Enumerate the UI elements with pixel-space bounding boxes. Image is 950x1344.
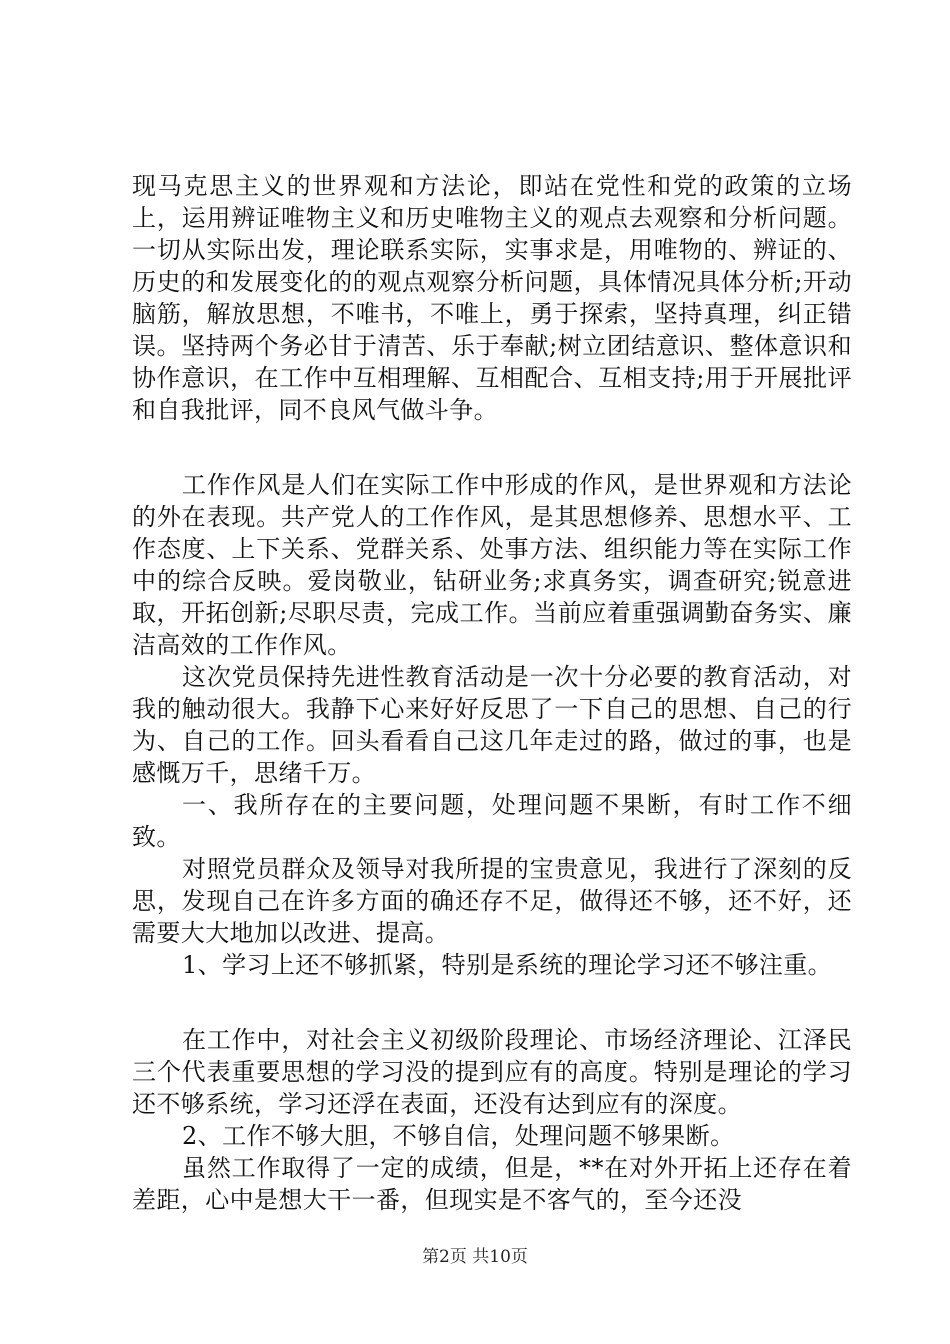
heading-main-problems: 一、我所存在的主要问题，处理问题不果断，有时工作不细致。 bbox=[132, 791, 852, 851]
heading-boldness-issue: 2、工作不够大胆，不够自信，处理问题不够果断。 bbox=[182, 1122, 735, 1150]
paragraph-work-style: 工作作风是人们在实际工作中形成的作风，是世界观和方法论的外在表现。共产党人的工作作风，是其思想修养、思想水平、工作态度、上下关系、党群关系、处事方法、组织能力等在实际工作中的综合反映。爱岗敬业，钻研业务;求真务实，调查研究;锐意进取，开拓创新;尽职尽责，完成工作。当前应着重强调勤奋务实、廉洁高效的工作作风。 bbox=[132, 471, 852, 659]
paragraph-reflection: 对照党员群众及领导对我所提的宝贵意见，我进行了深刻的反思，发现自己在许多方面的确还存不足，做得还不够，还不好，还需要大大地加以改进、提高。 bbox=[132, 855, 852, 947]
paragraph-worldview: 现马克思主义的世界观和方法论，即站在党性和党的政策的立场上，运用辨证唯物主义和历史唯物主义的观点去观察和分析问题。一切从实际出发，理论联系实际，实事求是，用唯物的、辨证的、历史的和发展变化的的观点观察分析问题，具体情况具体分析;开动脑筋，解放思想，不唯书，不唯上，勇于探索，坚持真理，纠正错误。坚持两个务必甘于清苦、乐于奉献;树立团结意识、整体意识和协作意识，在工作中互相理解、互相配合、互相支持;用于开展批评和自我批评，同不良风气做斗争。 bbox=[132, 172, 852, 424]
document-body bbox=[132, 170, 852, 1216]
paragraph-education-activity: 这次党员保持先进性教育活动是一次十分必要的教育活动，对我的触动很大。我静下心来好好反思了一下自己的思想、自己的行为、自己的工作。回头看看自己这几年走过的路，做过的事，也是感慨万千，思绪千万。 bbox=[132, 663, 852, 787]
paragraph-achievements: 虽然工作取得了一定的成绩，但是，**在对外开拓上还存在着差距，心中是想大干一番，但现实是不客气的，至今还没 bbox=[132, 1154, 852, 1214]
heading-study-issue: 1、学习上还不够抓紧，特别是系统的理论学习还不够注重。 bbox=[182, 951, 833, 979]
page-number-footer: 第2页 共10页 bbox=[422, 1247, 528, 1267]
paragraph-study-detail: 在工作中，对社会主义初级阶段理论、市场经济理论、江泽民三个代表重要思想的学习没的提到应有的高度。特别是理论的学习还不够系统，学习还浮在表面，还没有达到应有的深度。 bbox=[132, 1026, 852, 1118]
